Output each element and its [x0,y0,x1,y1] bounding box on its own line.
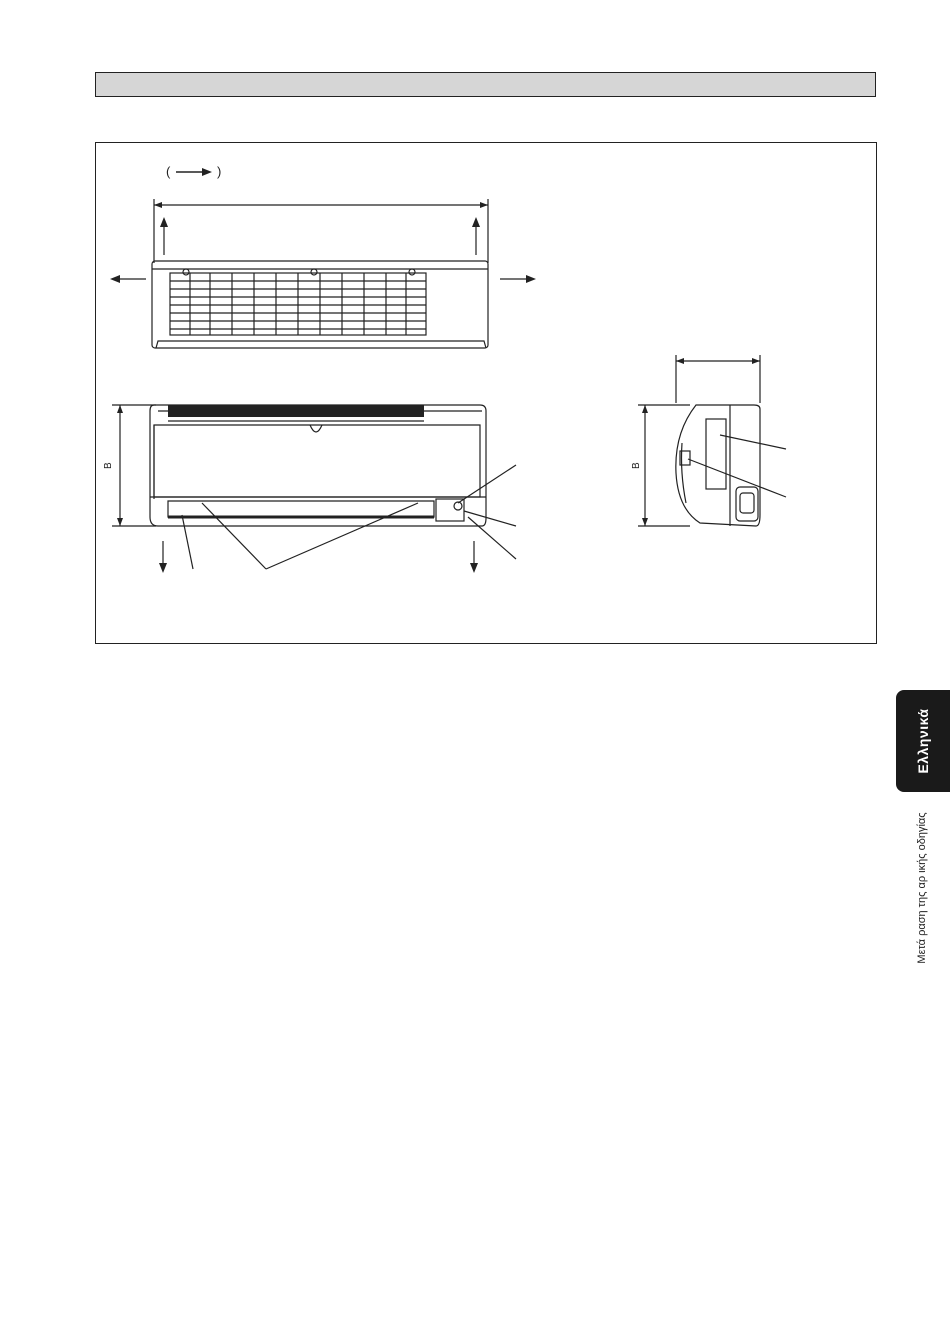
section-header-bar [95,72,876,97]
legend-arrow [166,164,221,179]
legend-paren-close: ) [217,164,222,179]
top-view-unit [110,199,536,348]
legend-paren-open: ( [166,164,171,179]
language-tab[interactable] [896,690,950,792]
side-caption-text: Μετά ραση της αρ ικής οδηγίας [916,812,928,964]
side-height-label: B [631,462,642,469]
installation-clearance-figure [95,142,877,644]
side-view-unit [631,355,786,526]
clearance-diagram [96,143,878,645]
front-height-label: B [103,462,114,469]
side-caption [912,812,932,964]
front-view-unit [103,405,516,573]
language-tab-label: Ελληνικά [915,708,931,774]
